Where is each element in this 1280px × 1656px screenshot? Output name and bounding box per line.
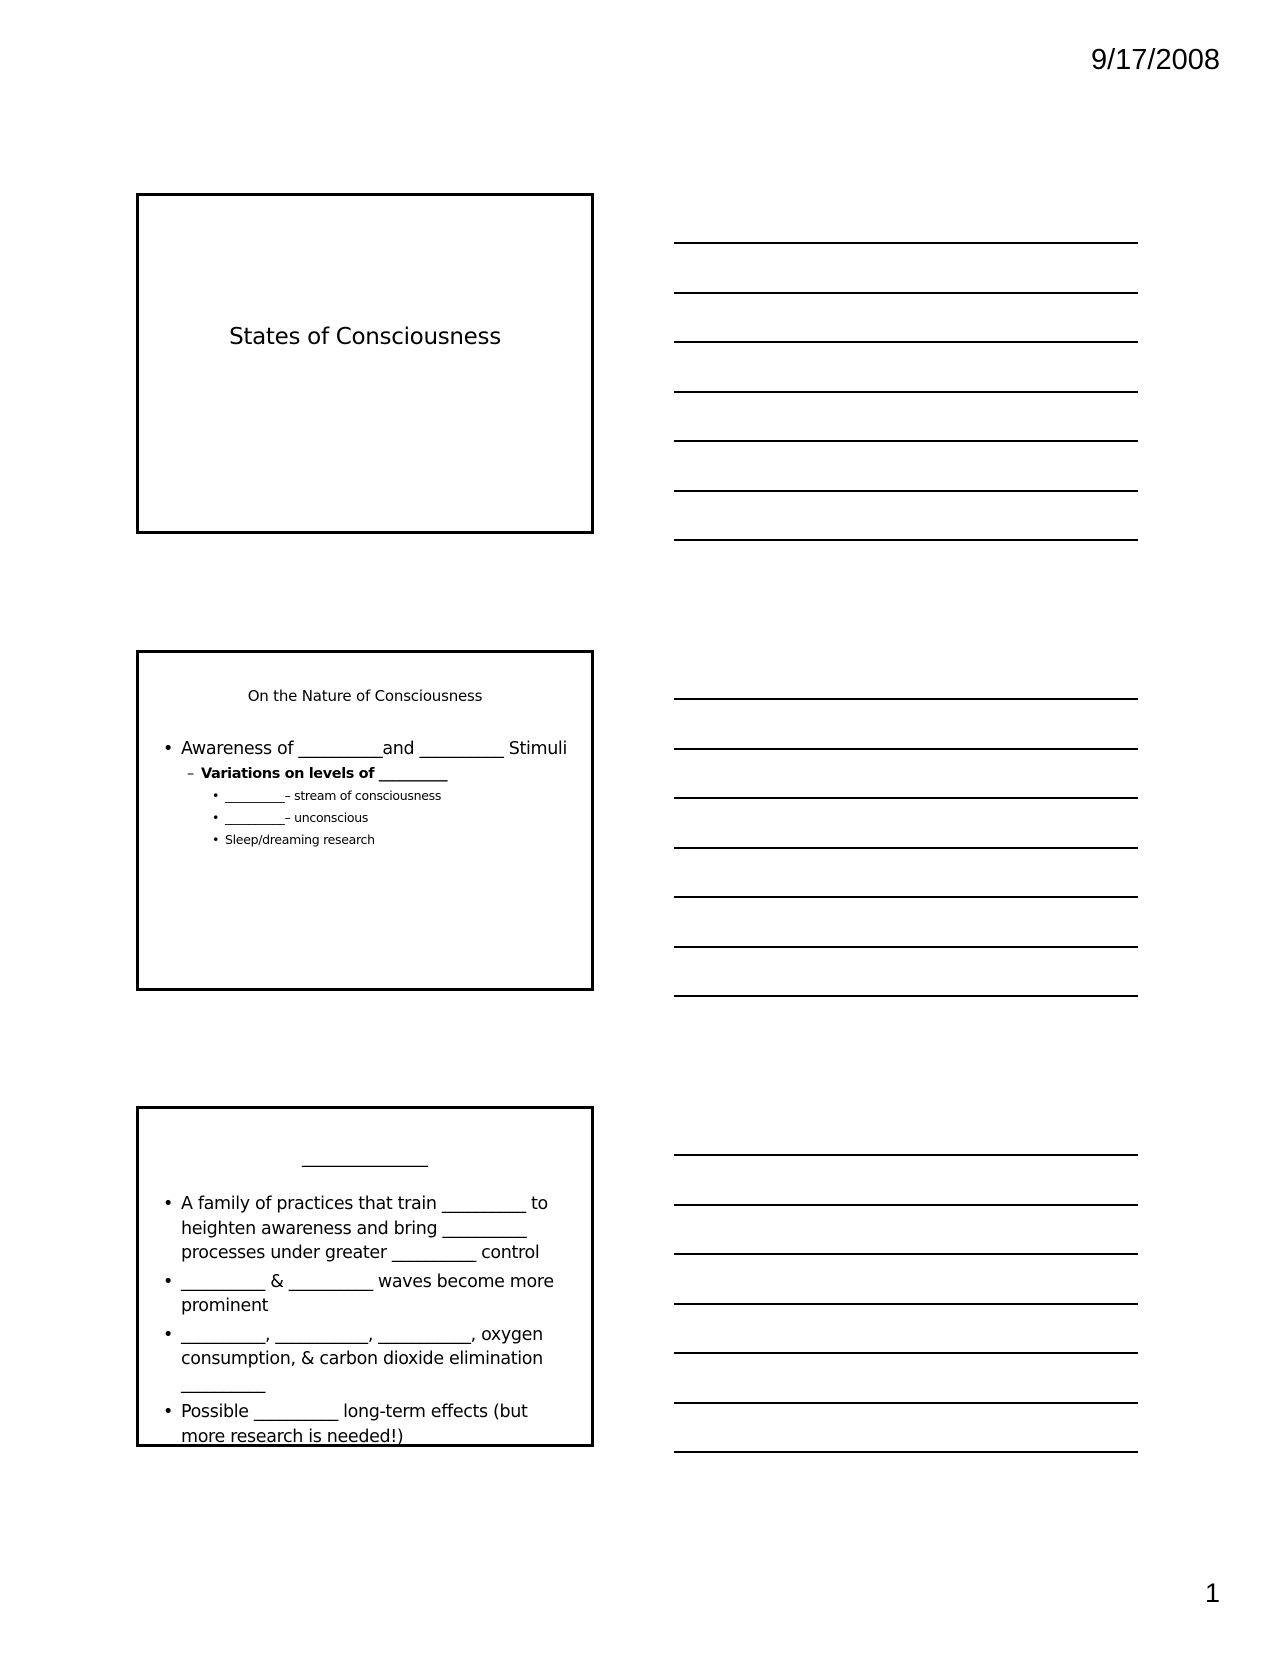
notes-line	[674, 539, 1138, 541]
notes-line	[674, 242, 1138, 244]
page-number: 1	[1204, 1578, 1220, 1608]
notes-line	[674, 1303, 1138, 1305]
notes-line	[674, 1253, 1138, 1255]
notes-line	[674, 748, 1138, 750]
notes-line	[674, 995, 1138, 997]
page-date: 9/17/2008	[1090, 44, 1220, 76]
notes-line	[674, 292, 1138, 294]
slide-thumbnail-3	[136, 1106, 594, 1447]
notes-line	[674, 698, 1138, 700]
notes-line	[674, 1352, 1138, 1354]
notes-line	[674, 896, 1138, 898]
notes-line	[674, 440, 1138, 442]
notes-line	[674, 1402, 1138, 1404]
notes-line	[674, 1204, 1138, 1206]
notes-line	[674, 1451, 1138, 1453]
notes-line	[674, 1154, 1138, 1156]
slide-title-blank: ______________	[302, 1147, 428, 1168]
bullet-list	[163, 1192, 575, 1453]
notes-line	[674, 341, 1138, 343]
slide-title: On the Nature of Consciousness	[247, 687, 483, 705]
bullet-item: • __________ & __________ waves become more prominent	[163, 1270, 575, 1319]
notes-line	[674, 391, 1138, 393]
bullet-item: • Awareness of __________and __________ Stimuli	[163, 737, 575, 762]
sub-bullet-item: – Variations on levels of __________	[163, 763, 575, 785]
notes-line	[674, 490, 1138, 492]
notes-line	[674, 946, 1138, 948]
sub-sub-bullet-item: • __________– unconscious	[163, 807, 575, 829]
slide-thumbnail-1	[136, 193, 594, 534]
bullet-item: • __________, ___________, ___________, oxygen consumption, & carbon dioxide elimination __________	[163, 1323, 575, 1397]
notes-line	[674, 847, 1138, 849]
bullet-item: • Possible __________ long-term effects (but more research is needed!)	[163, 1400, 575, 1449]
notes-line	[674, 797, 1138, 799]
slide-title: States of Consciousness	[229, 324, 501, 350]
sub-sub-bullet-item: • Sleep/dreaming research	[163, 829, 575, 851]
bullet-item: • A family of practices that train __________ to heighten awareness and bring __________ processes under greater __________ control	[163, 1192, 575, 1266]
sub-sub-bullet-item: • __________– stream of consciousness	[163, 785, 575, 807]
bullet-list	[163, 737, 575, 851]
slide-thumbnail-2	[136, 650, 594, 991]
